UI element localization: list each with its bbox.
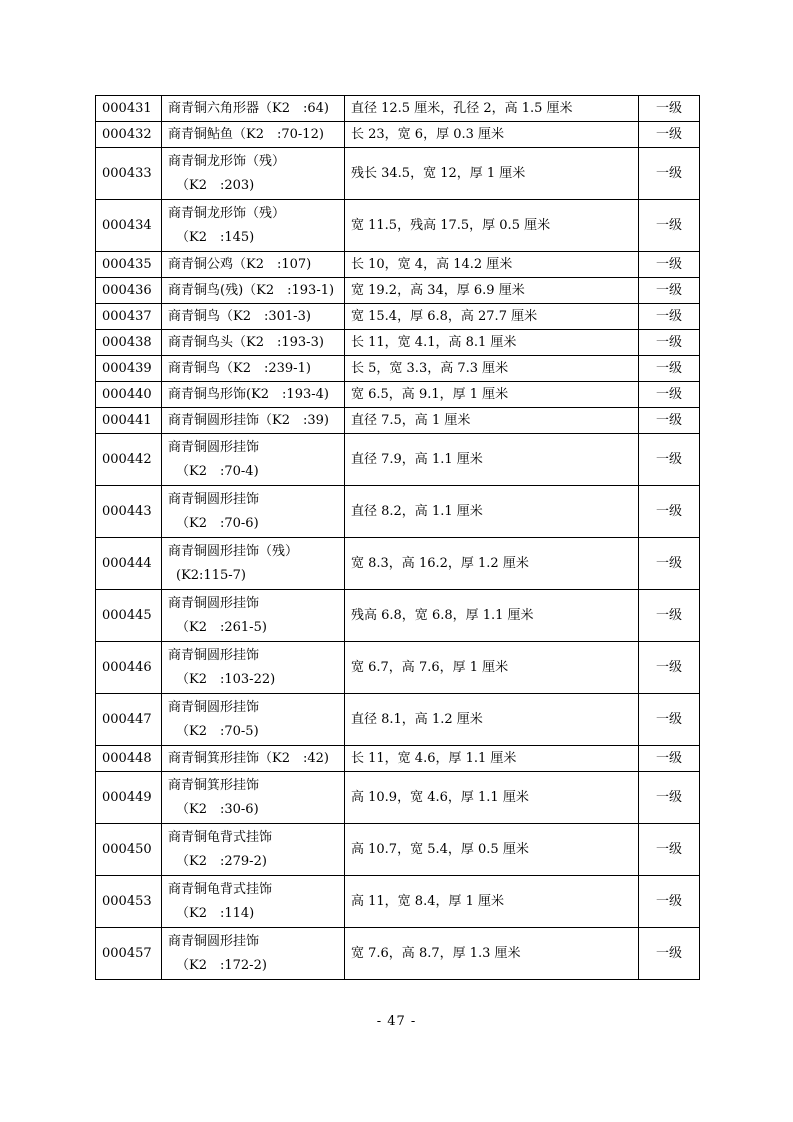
catalog-number-cell: 000449 (96, 772, 162, 824)
dimensions-cell: 宽 11.5，残高 17.5，厚 0.5 厘米 (345, 200, 639, 252)
artifact-name-cell (162, 434, 345, 486)
table-row (96, 122, 700, 148)
dimensions-cell: 残高 6.8，宽 6.8，厚 1.1 厘米 (345, 590, 639, 642)
artifact-name-cell (162, 746, 345, 772)
artifact-name: 商青铜箕形挂饰（K2 :42) (168, 750, 329, 766)
dimensions-cell: 长 11，宽 4.6，厚 1.1 厘米 (345, 746, 639, 772)
artifact-name: 商青铜鲇鱼（K2 :70-12) (168, 126, 324, 142)
artifact-name: 商青铜圆形挂饰（残） (168, 543, 299, 559)
table-row (96, 278, 700, 304)
table-row (96, 356, 700, 382)
catalog-number-cell: 000445 (96, 590, 162, 642)
artifact-name: 商青铜六角形器（K2 :64) (168, 100, 329, 116)
artifact-name-cell (162, 642, 345, 694)
grade-cell: 一级 (639, 356, 700, 382)
artifact-name-cell (162, 824, 345, 876)
dimensions-cell: 宽 19.2，高 34，厚 6.9 厘米 (345, 278, 639, 304)
artifact-excavation-code: （K2 :114) (176, 905, 255, 921)
dimensions-cell: 宽 6.5，高 9.1，厚 1 厘米 (345, 382, 639, 408)
catalog-number-cell: 000448 (96, 746, 162, 772)
artifact-name: 商青铜鸟（K2 :301-3) (168, 308, 311, 324)
artifact-name: 商青铜鸟形饰(K2 :193-4) (168, 386, 329, 402)
artifact-name-cell (162, 200, 345, 252)
artifact-name-cell (162, 356, 345, 382)
catalog-number-cell: 000439 (96, 356, 162, 382)
artifact-excavation-code: （K2 :70-4) (176, 463, 259, 479)
artifact-excavation-code: （K2 :103-22) (176, 671, 276, 687)
table-row (96, 772, 700, 824)
dimensions-cell: 高 11，宽 8.4，厚 1 厘米 (345, 876, 639, 928)
artifact-name: 商青铜圆形挂饰 (168, 595, 260, 611)
dimensions-cell: 宽 15.4，厚 6.8，高 27.7 厘米 (345, 304, 639, 330)
grade-cell: 一级 (639, 746, 700, 772)
table-row (96, 746, 700, 772)
grade-cell: 一级 (639, 304, 700, 330)
catalog-number-cell: 000436 (96, 278, 162, 304)
artifact-name: 商青铜龟背式挂饰 (168, 881, 273, 897)
grade-cell: 一级 (639, 694, 700, 746)
dimensions-cell: 直径 8.1，高 1.2 厘米 (345, 694, 639, 746)
artifact-name-cell (162, 278, 345, 304)
dimensions-cell: 高 10.7，宽 5.4，厚 0.5 厘米 (345, 824, 639, 876)
artifact-name-cell (162, 486, 345, 538)
grade-cell: 一级 (639, 408, 700, 434)
artifact-name-cell (162, 252, 345, 278)
grade-cell: 一级 (639, 876, 700, 928)
catalog-number-cell: 000453 (96, 876, 162, 928)
artifact-name: 商青铜龙形饰（残） (168, 205, 286, 221)
table-row (96, 876, 700, 928)
catalog-number-cell: 000450 (96, 824, 162, 876)
grade-cell: 一级 (639, 486, 700, 538)
artifact-name-cell (162, 96, 345, 122)
catalog-number-cell: 000431 (96, 96, 162, 122)
artifact-name: 商青铜圆形挂饰 (168, 439, 260, 455)
artifact-excavation-code: （K2 :261-5) (176, 619, 267, 635)
artifact-name: 商青铜龙形饰（残） (168, 153, 286, 169)
artifact-excavation-code: （K2 :70-6) (176, 515, 259, 531)
artifact-name-cell (162, 382, 345, 408)
catalog-number-cell: 000443 (96, 486, 162, 538)
grade-cell: 一级 (639, 434, 700, 486)
dimensions-cell: 宽 7.6，高 8.7，厚 1.3 厘米 (345, 928, 639, 980)
grade-cell: 一级 (639, 96, 700, 122)
artifact-name: 商青铜圆形挂饰 (168, 491, 260, 507)
dimensions-cell: 直径 7.5，高 1 厘米 (345, 408, 639, 434)
table-row (96, 252, 700, 278)
table-row (96, 642, 700, 694)
catalog-number-cell: 000435 (96, 252, 162, 278)
dimensions-cell: 宽 8.3，高 16.2，厚 1.2 厘米 (345, 538, 639, 590)
dimensions-cell: 残长 34.5，宽 12，厚 1 厘米 (345, 148, 639, 200)
grade-cell: 一级 (639, 382, 700, 408)
table-row (96, 304, 700, 330)
artifact-excavation-code: （K2 :70-5) (176, 723, 259, 739)
artifact-excavation-code: （K2 :172-2) (176, 957, 267, 973)
catalog-number-cell: 000444 (96, 538, 162, 590)
dimensions-cell: 直径 7.9，高 1.1 厘米 (345, 434, 639, 486)
table-row (96, 486, 700, 538)
artifact-name: 商青铜圆形挂饰 (168, 933, 260, 949)
catalog-number-cell: 000433 (96, 148, 162, 200)
dimensions-cell: 长 23，宽 6，厚 0.3 厘米 (345, 122, 639, 148)
artifact-name-cell (162, 148, 345, 200)
catalog-number-cell: 000432 (96, 122, 162, 148)
artifact-catalog-table (95, 95, 700, 980)
table-row (96, 434, 700, 486)
artifact-name-cell (162, 928, 345, 980)
artifact-name: 商青铜圆形挂饰（K2 :39) (168, 412, 329, 428)
artifact-name-cell (162, 772, 345, 824)
artifact-name: 商青铜圆形挂饰 (168, 647, 260, 663)
grade-cell: 一级 (639, 590, 700, 642)
table-row (96, 200, 700, 252)
grade-cell: 一级 (639, 148, 700, 200)
page-number: - 47 - (376, 1014, 417, 1029)
artifact-name-cell (162, 538, 345, 590)
artifact-excavation-code: （K2 :279-2) (176, 853, 267, 869)
table-row (96, 694, 700, 746)
artifact-name: 商青铜箕形挂饰 (168, 777, 260, 793)
grade-cell: 一级 (639, 252, 700, 278)
table-row (96, 330, 700, 356)
dimensions-cell: 宽 6.7，高 7.6，厚 1 厘米 (345, 642, 639, 694)
artifact-excavation-code: （K2 :30-6) (176, 801, 259, 817)
dimensions-cell: 长 10，宽 4，高 14.2 厘米 (345, 252, 639, 278)
catalog-number-cell: 000434 (96, 200, 162, 252)
table-row (96, 96, 700, 122)
artifact-name: 商青铜鸟(残)（K2 :193-1) (168, 282, 335, 298)
artifact-excavation-code: （K2 :203) (176, 177, 255, 193)
artifact-name-cell (162, 694, 345, 746)
table-row (96, 538, 700, 590)
catalog-table-body (96, 96, 700, 980)
table-row (96, 382, 700, 408)
grade-cell: 一级 (639, 200, 700, 252)
artifact-name-cell (162, 876, 345, 928)
dimensions-cell: 长 11，宽 4.1，高 8.1 厘米 (345, 330, 639, 356)
dimensions-cell: 直径 8.2，高 1.1 厘米 (345, 486, 639, 538)
grade-cell: 一级 (639, 928, 700, 980)
grade-cell: 一级 (639, 538, 700, 590)
artifact-name-cell (162, 330, 345, 356)
artifact-name-cell (162, 590, 345, 642)
artifact-name: 商青铜公鸡（K2 :107) (168, 256, 312, 272)
table-row (96, 928, 700, 980)
grade-cell: 一级 (639, 642, 700, 694)
artifact-excavation-code: (K2:115-7) (176, 567, 246, 583)
catalog-number-cell: 000440 (96, 382, 162, 408)
artifact-name: 商青铜鸟（K2 :239-1) (168, 360, 311, 376)
artifact-name: 商青铜鸟头（K2 :193-3) (168, 334, 324, 350)
artifact-excavation-code: （K2 :145) (176, 229, 255, 245)
dimensions-cell: 直径 12.5 厘米，孔径 2，高 1.5 厘米 (345, 96, 639, 122)
table-row (96, 408, 700, 434)
artifact-name-cell (162, 122, 345, 148)
catalog-number-cell: 000438 (96, 330, 162, 356)
table-row (96, 824, 700, 876)
catalog-number-cell: 000457 (96, 928, 162, 980)
table-row (96, 148, 700, 200)
artifact-name-cell (162, 304, 345, 330)
grade-cell: 一级 (639, 122, 700, 148)
table-row (96, 590, 700, 642)
grade-cell: 一级 (639, 772, 700, 824)
artifact-name-cell (162, 408, 345, 434)
catalog-number-cell: 000437 (96, 304, 162, 330)
catalog-number-cell: 000441 (96, 408, 162, 434)
grade-cell: 一级 (639, 330, 700, 356)
grade-cell: 一级 (639, 824, 700, 876)
grade-cell: 一级 (639, 278, 700, 304)
catalog-number-cell: 000442 (96, 434, 162, 486)
catalog-number-cell: 000446 (96, 642, 162, 694)
dimensions-cell: 长 5，宽 3.3，高 7.3 厘米 (345, 356, 639, 382)
artifact-name: 商青铜圆形挂饰 (168, 699, 260, 715)
catalog-number-cell: 000447 (96, 694, 162, 746)
artifact-name: 商青铜龟背式挂饰 (168, 829, 273, 845)
dimensions-cell: 高 10.9，宽 4.6，厚 1.1 厘米 (345, 772, 639, 824)
